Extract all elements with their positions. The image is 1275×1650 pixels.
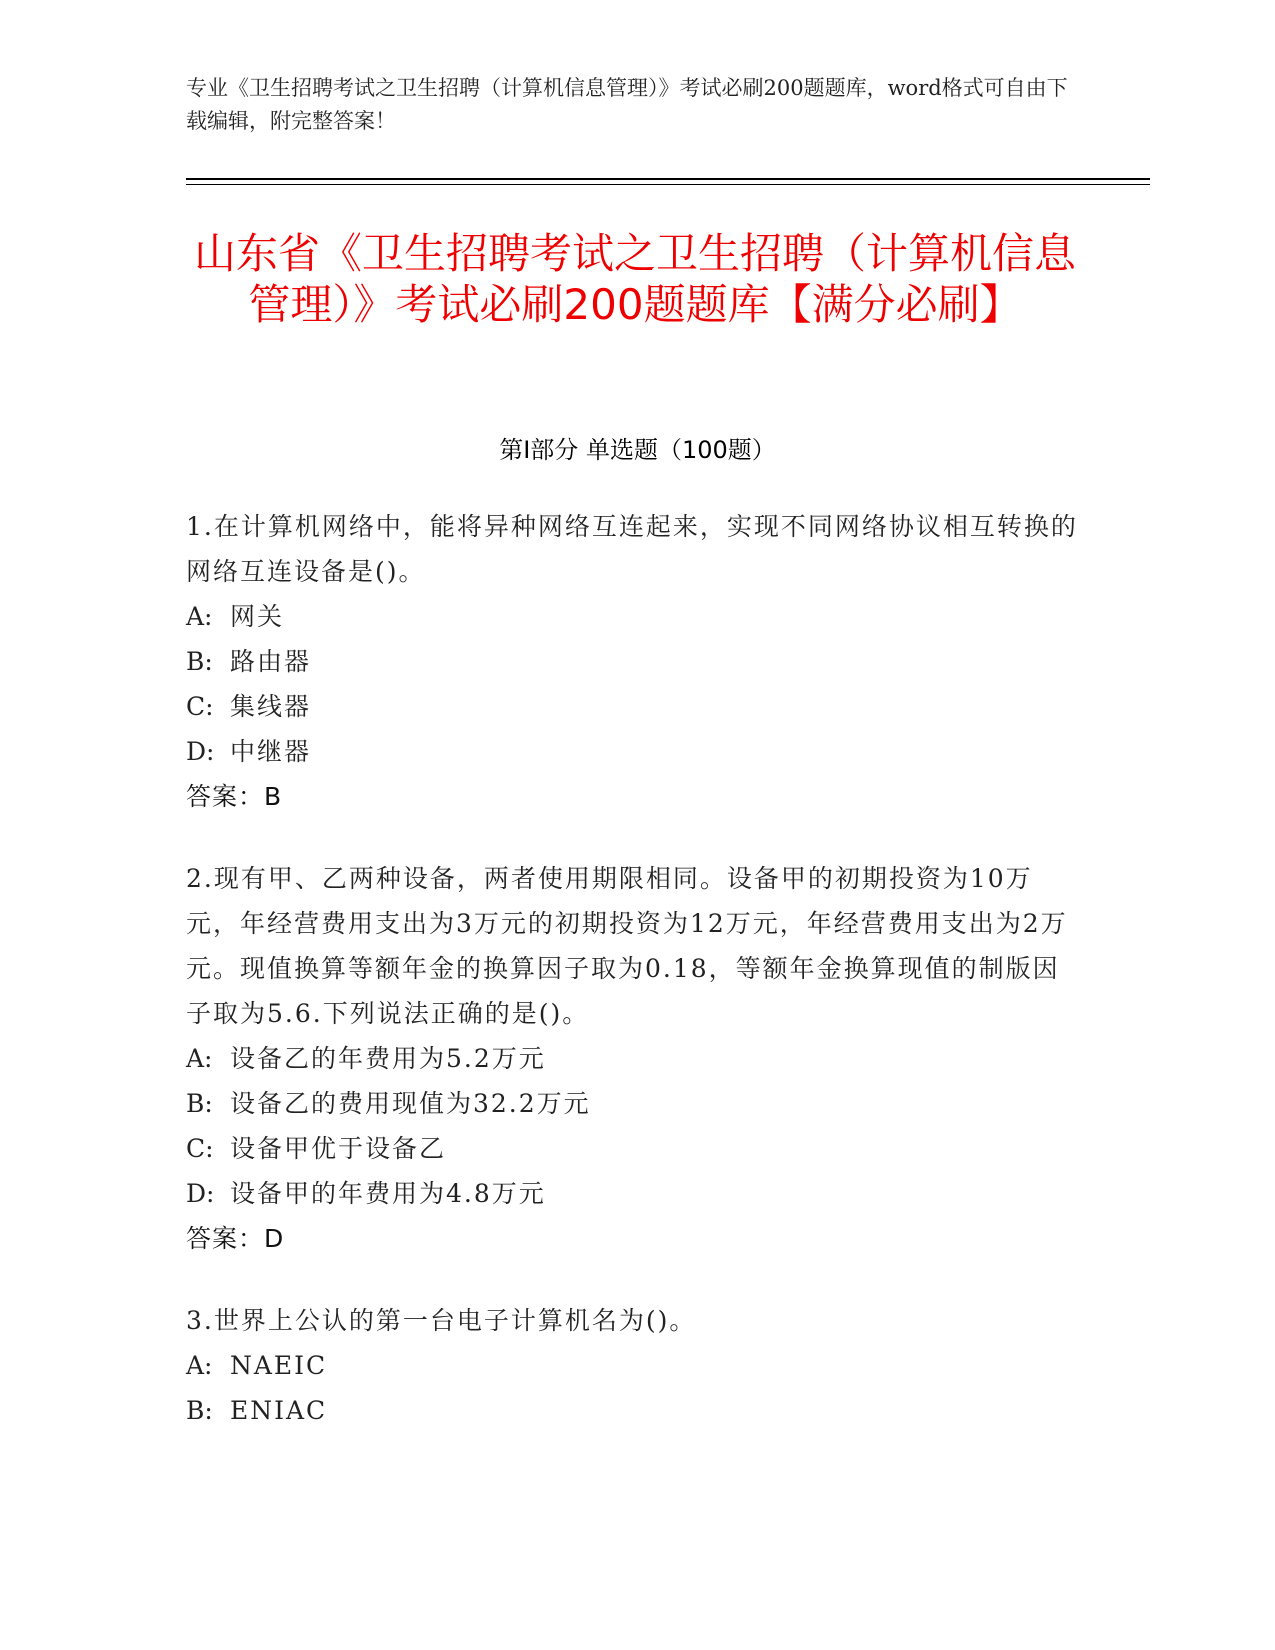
option-text: ENIAC [230, 1396, 328, 1425]
question-2 [186, 856, 1086, 1261]
option-b [186, 1081, 1086, 1126]
option-b [186, 639, 1086, 684]
option-d [186, 1171, 1086, 1216]
option-text: 集线器 [230, 692, 312, 721]
option-b [186, 1388, 1086, 1433]
option-letter: A: [186, 1044, 213, 1073]
option-a [186, 594, 1086, 639]
question-text: 3.世界上公认的第一台电子计算机名为()。 [186, 1306, 697, 1335]
option-letter: A: [186, 1351, 213, 1380]
option-letter: D: [186, 737, 215, 766]
option-letter: D: [186, 1179, 215, 1208]
option-letter: C: [186, 1134, 214, 1163]
option-a [186, 1343, 1086, 1388]
option-text: 路由器 [230, 647, 312, 676]
option-c [186, 684, 1086, 729]
option-letter: B: [186, 1089, 213, 1118]
option-text: 设备乙的年费用为5.2万元 [230, 1044, 546, 1073]
question-text: 1.在计算机网络中，能将异种网络互连起来，实现不同网络协议相互转换的网络互连设备是()。 [186, 512, 1078, 586]
option-text: 中继器 [230, 737, 312, 766]
option-letter: A: [186, 602, 213, 631]
question-1 [186, 504, 1086, 819]
question-3 [186, 1298, 1086, 1433]
document-title: 山东省《卫生招聘考试之卫生招聘（计算机信息管理）》考试必刷200题题库【满分必刷】 [193, 229, 1076, 329]
option-a [186, 1036, 1086, 1081]
header-rule-thick [186, 178, 1150, 180]
option-text: NAEIC [230, 1351, 328, 1380]
option-text: 设备甲优于设备乙 [230, 1134, 447, 1163]
header-rule-thin [186, 184, 1150, 185]
option-d [186, 729, 1086, 774]
option-letter: C: [186, 692, 214, 721]
header-note: 专业《卫生招聘考试之卫生招聘（计算机信息管理）》考试必刷200题题库，word格式可自由下载编辑，附完整答案！ [186, 76, 1068, 133]
section-heading: 第Ⅰ部分 单选题（100题） [499, 436, 776, 464]
option-letter: B: [186, 1396, 213, 1425]
option-text: 设备甲的年费用为4.8万元 [230, 1179, 546, 1208]
option-text: 设备乙的费用现值为32.2万元 [230, 1089, 591, 1118]
answer-line: 答案：D [186, 1224, 285, 1253]
option-text: 网关 [230, 602, 285, 631]
answer-line: 答案：B [186, 782, 283, 811]
option-letter: B: [186, 647, 213, 676]
option-c [186, 1126, 1086, 1171]
question-text: 2.现有甲、乙两种设备，两者使用期限相同。设备甲的初期投资为10万元，年经营费用支出为3万元的初期投资为12万元，年经营费用支出为2万元。现值换算等额年金的换算因子取为0.18，等额年金换算现值的制版因子取为5.6.下列说法正确的是()。 [186, 864, 1068, 1028]
